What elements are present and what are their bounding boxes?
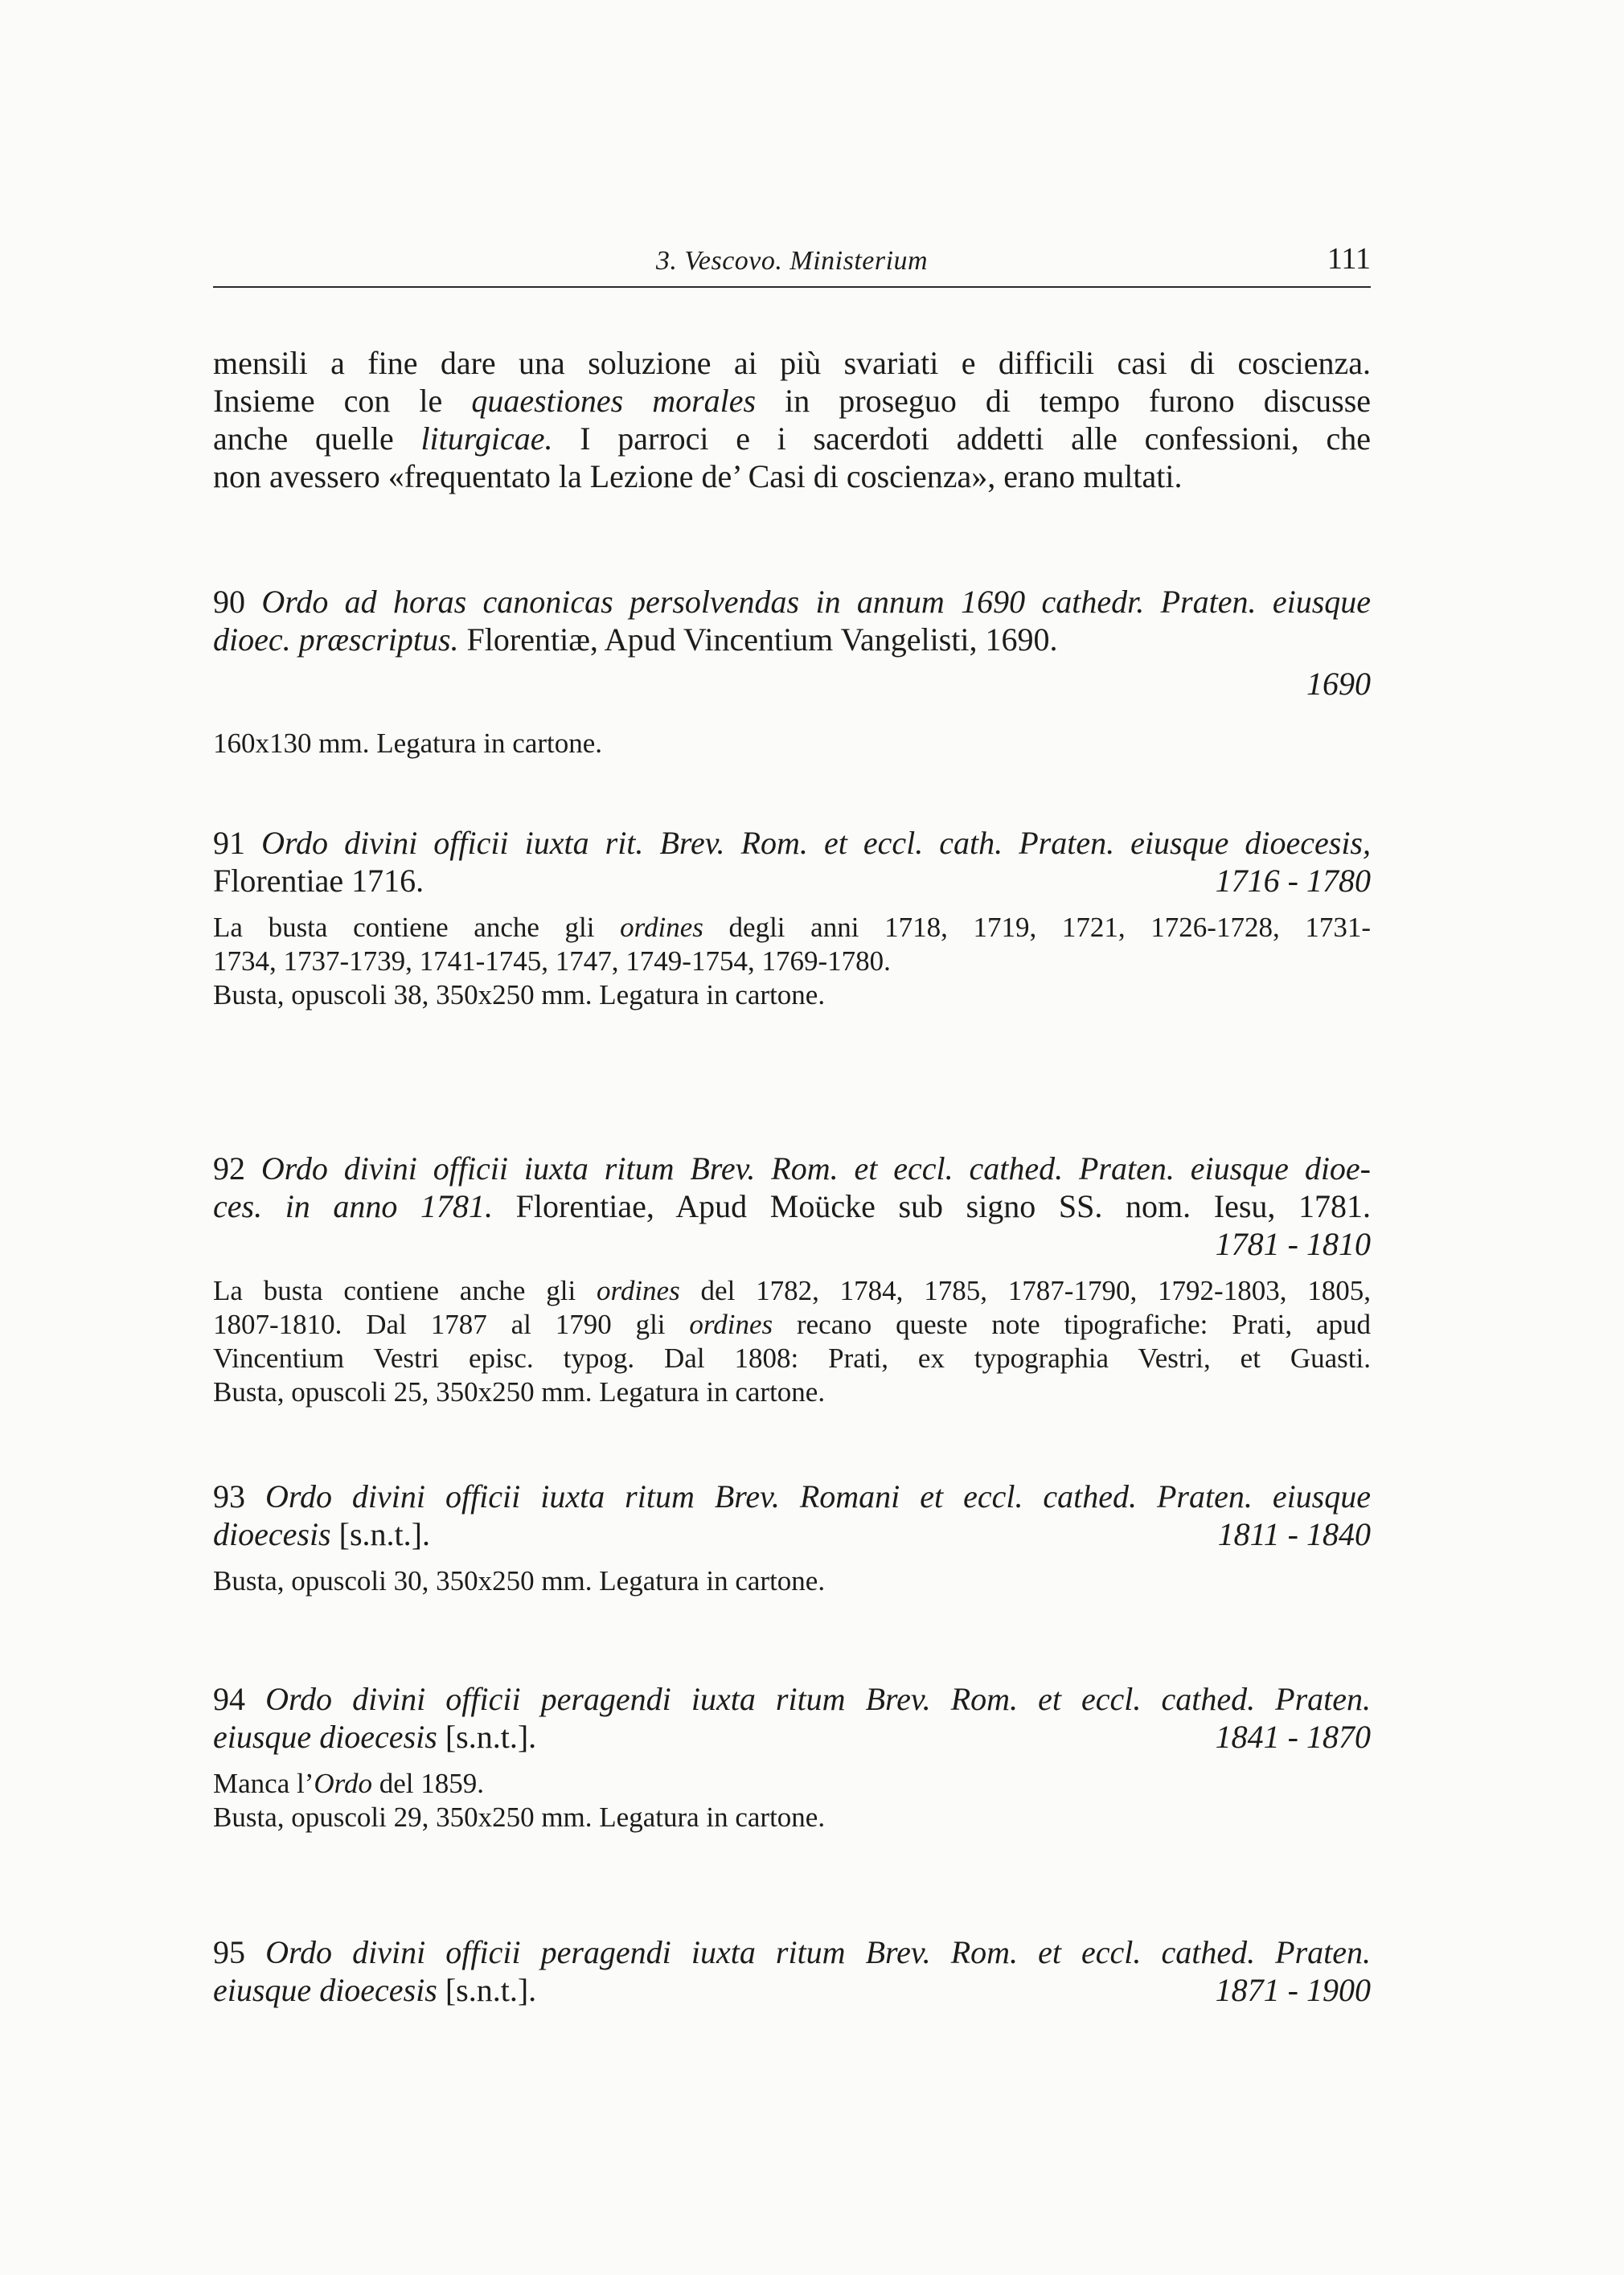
entry-notes: La busta contiene anche gli ordines degli anni 1718, 1719, 1721, 1726-1728, 1731- 1734, 1737-1739, 1741-1745, 1747, 1749-1754, 1769-1780. Busta, opuscoli 38, 350x250 mm. Legatura in cartone.: [213, 912, 1371, 1010]
entry-number: 91: [213, 825, 245, 861]
entry-notes: La busta contiene anche gli ordines del 1782, 1784, 1785, 1787-1790, 1792-1803, 1805, 1807-1810. Dal 1787 al 1790 gli ordines recano queste note tipografiche: Prati, apud Vincentium Vestri episc. typog. Dal 1808: Prati, ex typographia Vestri, et Guasti. Busta, opuscoli 25, 350x250 mm. Legatura in cartone.: [213, 1275, 1372, 1408]
entry-number: 94: [213, 1681, 245, 1717]
entry-title: 92 Ordo divini officii iuxta ritum Brev. Rom. et eccl. cathed. Praten. eiusque dioe- ces. in anno 1781. Florentiae, Apud Moücke sub signo SS. nom. Iesu, 1781. 1781 - 1810: [213, 1150, 1372, 1262]
entry-dates: 1690: [1306, 666, 1371, 702]
entry-number: 90: [213, 584, 245, 620]
page-header: [213, 241, 1371, 288]
intro-paragraph: [213, 344, 1371, 495]
entry-number: 93: [213, 1478, 245, 1515]
entry-dates: 1811 - 1840: [1217, 1516, 1371, 1552]
intro-line: non avessero «frequentato la Lezione de’ Casi di coscienza», erano multati.: [213, 458, 1183, 494]
entry-title: 91 Ordo divini officii iuxta rit. Brev. Rom. et eccl. cath. Praten. eiusque dioecesis, Florentiae 1716. 1716 - 1780: [213, 825, 1371, 899]
entry-notes: Manca l’Ordo del 1859. Busta, opuscoli 29, 350x250 mm. Legatura in cartone.: [213, 1768, 826, 1833]
entry-dates: 1871 - 1900: [1215, 1972, 1371, 2008]
intro-line: Insieme con le quaestiones morales in proseguo di tempo furono discusse: [213, 383, 1372, 419]
page-number: 111: [1327, 242, 1371, 276]
intro-line: anche quelle liturgicae. I parroci e i sacerdoti addetti alle confessioni, che: [213, 420, 1372, 457]
entry-dates: 1841 - 1870: [1215, 1719, 1371, 1755]
catalog-entry-94: [213, 1680, 1371, 1834]
entry-notes: Busta, opuscoli 30, 350x250 mm. Legatura in cartone.: [213, 1565, 826, 1597]
entry-title: 93 Ordo divini officii iuxta ritum Brev. Romani et eccl. cathed. Praten. eiusque dioecesis [s.n.t.]. 1811 - 1840: [213, 1478, 1372, 1552]
entry-title: 94 Ordo divini officii peragendi iuxta ritum Brev. Rom. et eccl. cathed. Praten. eiusque dioecesis [s.n.t.]. 1841 - 1870: [213, 1681, 1371, 1755]
entry-number: 95: [213, 1934, 245, 1970]
catalog-entry-93: [213, 1478, 1371, 1598]
entry-dates: 1781 - 1810: [1215, 1226, 1371, 1262]
catalog-entry-92: [213, 1150, 1371, 1409]
catalog-entry-95: [213, 1933, 1371, 2009]
catalog-entry-90: [213, 583, 1371, 760]
entry-dates: 1716 - 1780: [1215, 863, 1371, 899]
entry-title: 95 Ordo divini officii peragendi iuxta ritum Brev. Rom. et eccl. cathed. Praten. eiusque dioecesis [s.n.t.]. 1871 - 1900: [213, 1934, 1371, 2008]
entry-number: 92: [213, 1150, 245, 1187]
catalog-entry-91: [213, 824, 1371, 1012]
entry-notes: 160x130 mm. Legatura in cartone.: [213, 728, 603, 759]
intro-line: mensili a fine dare una soluzione ai più svariati e difficili casi di coscienza.: [213, 345, 1371, 381]
running-title: 3. Vescovo. Ministerium: [655, 246, 929, 276]
entry-title: 90 Ordo ad horas canonicas persolvendas in annum 1690 cathedr. Praten. eiusque dioec. præscriptus. Florentiæ, Apud Vincentium Vangelisti, 1690. 1690: [213, 584, 1372, 702]
